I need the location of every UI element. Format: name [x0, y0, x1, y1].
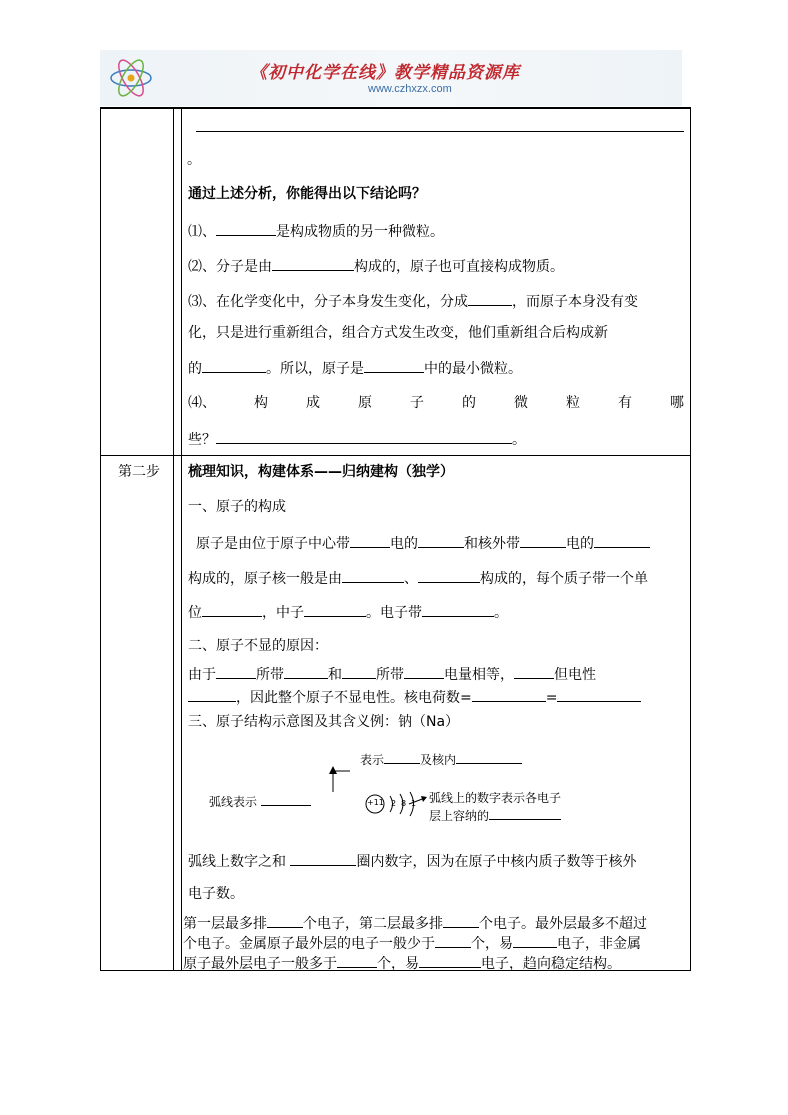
blank: [267, 912, 303, 928]
header-banner: [100, 50, 682, 106]
table-right-border: [690, 107, 691, 970]
blank: [188, 686, 236, 702]
diagram-label-left: 弧线表示: [209, 792, 311, 812]
step-label: 第二步: [118, 464, 160, 480]
section-2-line1: 由于 所带 和 所带 电量相等， 但电性: [188, 663, 596, 685]
blank: [419, 952, 481, 968]
answer-line: [196, 131, 684, 132]
blank: [272, 255, 354, 271]
conclusion-3-line3: 的 。所以，原子是 中的最小微粒。: [188, 357, 522, 379]
column-divider: [173, 107, 174, 970]
blank: [418, 532, 464, 548]
shell-number-1: 2: [391, 799, 397, 808]
conclusion-question: 通过上述分析，你能得出以下结论吗？: [188, 186, 426, 202]
blank: [422, 601, 494, 617]
inner-column-line: [181, 107, 182, 970]
blank: [202, 601, 262, 617]
blank: [443, 912, 479, 928]
blank: [435, 932, 471, 948]
blank: [364, 357, 424, 373]
table-top-border: [100, 107, 691, 109]
period-mark: 。: [187, 152, 201, 168]
blank: [468, 290, 512, 306]
table-left-border: [100, 107, 101, 970]
section-1-title: 一、原子的构成: [188, 499, 286, 515]
blank: [304, 601, 366, 617]
shell-number-2: 8: [401, 799, 407, 808]
blank: [404, 663, 444, 679]
blank: [350, 532, 390, 548]
atom-logo-icon: [106, 54, 156, 102]
blank: [557, 686, 641, 702]
blank: [489, 807, 561, 820]
section-4-line3: 原子最外层电子一般多于 个，易 电子，趋向稳定结构。: [183, 952, 621, 974]
section-4-line2: 个电子。金属原子最外层的电子一般少于 个，易 电子，非金属: [183, 932, 641, 954]
section-heading: 梳理知识，构建体系——归纳建构（独学）: [188, 464, 454, 480]
blank: [337, 952, 377, 968]
blank: [514, 663, 554, 679]
blank: [284, 663, 328, 679]
blank: [594, 532, 650, 548]
section-1-line2: 构成的，原子核一般是由 、 构成的，每个质子带一个单: [188, 567, 648, 589]
section-3-line2: 电子数。: [188, 886, 244, 902]
section-1-line3: 位 ，中子 。电子带 。: [188, 601, 508, 623]
conclusion-3-line2: 化，只是进行重新组合，组合方式发生改变，他们重新组合后构成新: [188, 325, 608, 341]
blank: [472, 686, 546, 702]
section-4-line1: 第一层最多排 个电子，第二层最多排 个电子。最外层最多不超过: [183, 912, 647, 934]
blank: [342, 663, 376, 679]
blank: [418, 567, 480, 583]
section-3-line1: 弧线上数字之和 圈内数字，因为在原子中核内质子数等于核外: [188, 850, 636, 872]
row-divider: [100, 455, 691, 456]
atom-structure-diagram: [195, 746, 595, 831]
blank: [290, 850, 356, 866]
section-1-line1: 原子是由位于原子中心带 电的 和核外带 电的: [196, 532, 650, 554]
blank: [202, 357, 266, 373]
section-2-title: 二、原子不显的原因：: [188, 638, 328, 654]
section-3-title: 三、原子结构示意图及其含义例：钠（Na）: [188, 714, 460, 730]
banner-url: www.czhxzx.com: [368, 83, 452, 95]
diagram-label-right-2: 层上容纳的: [429, 806, 561, 826]
blank: [513, 932, 557, 948]
section-2-line2: ，因此整个原子不显电性。核电荷数= =: [188, 686, 641, 708]
blank: [216, 663, 256, 679]
blank: [216, 220, 276, 236]
blank: [216, 428, 512, 444]
conclusion-4-line1: ⑷、 构 成 原 子 的 微 粒 有 哪: [188, 395, 684, 411]
banner-title: 《初中化学在线》教学精品资源库: [250, 63, 520, 83]
nucleus-label: +11: [367, 798, 384, 807]
conclusion-4-line2: 些？ 。: [188, 428, 526, 450]
diagram-label-right-1: 弧线上的数字表示各电子: [429, 791, 562, 805]
blank: [342, 567, 404, 583]
conclusion-2: ⑵、分子是由 构成的，原子也可直接构成物质。: [188, 255, 564, 277]
conclusion-1: ⑴、 是构成物质的另一种微粒。: [188, 220, 444, 242]
conclusion-3-line1: ⑶、在化学变化中，分子本身发生变化，分成 ，而原子本身没有变: [188, 290, 638, 312]
blank: [520, 532, 566, 548]
diagram-label-top: 表示 及核内: [360, 750, 522, 770]
shell-number-3: 1: [411, 799, 417, 808]
